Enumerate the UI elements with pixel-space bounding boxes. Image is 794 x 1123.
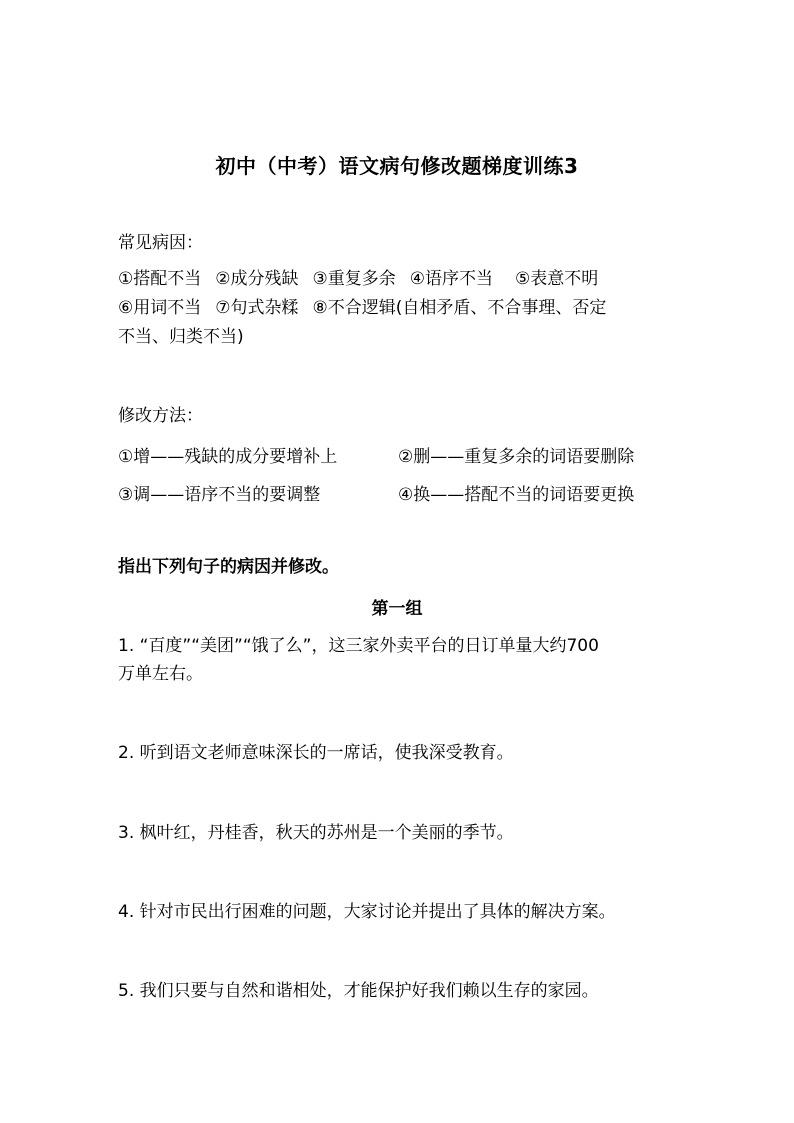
methods-heading: 修改方法： (118, 406, 203, 426)
question-5: 5. 我们只要与自然和谐相处，才能保护好我们赖以生存的家园。 (118, 981, 599, 1001)
causes-continuation: 不当、归类不当) (118, 327, 244, 347)
method-item: ③调——语序不当的要调整 (118, 485, 321, 505)
method-item: ②删——重复多余的词语要删除 (398, 447, 635, 467)
cause-item: ④语序不当 (409, 269, 493, 289)
question-1: 1. “百度”“美团”“饿了么”，这三家外卖平台的日订单量大约700 (118, 636, 599, 656)
page-title: 初中（中考）语文病句修改题梯度训练3 (215, 154, 579, 178)
causes-row-1 (118, 268, 598, 290)
question-3: 3. 枫叶红，丹桂香，秋天的苏州是一个美丽的季节。 (118, 823, 514, 843)
causes-row-2 (118, 297, 606, 319)
cause-item: ⑦句式杂糅 (215, 298, 299, 318)
question-2: 2. 听到语文老师意味深长的一席话，使我深受教育。 (118, 743, 514, 763)
method-item: ①增——残缺的成分要增补上 (118, 447, 338, 467)
group-title: 第一组 (371, 599, 423, 619)
method-item: ④换——搭配不当的词语要更换 (398, 485, 635, 505)
cause-item: ⑥用词不当 (118, 298, 202, 318)
instruction: 指出下列句子的病因并修改。 (118, 557, 339, 577)
cause-item: ③重复多余 (312, 269, 396, 289)
cause-item: ①搭配不当 (118, 269, 202, 289)
question-1-continuation: 万单左右。 (118, 664, 203, 684)
causes-heading: 常见病因： (118, 233, 203, 253)
cause-item: ②成分残缺 (215, 269, 299, 289)
question-4: 4. 针对市民出行困难的问题，大家讨论并提出了具体的解决方案。 (118, 902, 616, 922)
cause-item: ⑤表意不明 (515, 269, 599, 289)
cause-item: ⑧不合逻辑(自相矛盾、不合事理、否定 (312, 298, 607, 318)
